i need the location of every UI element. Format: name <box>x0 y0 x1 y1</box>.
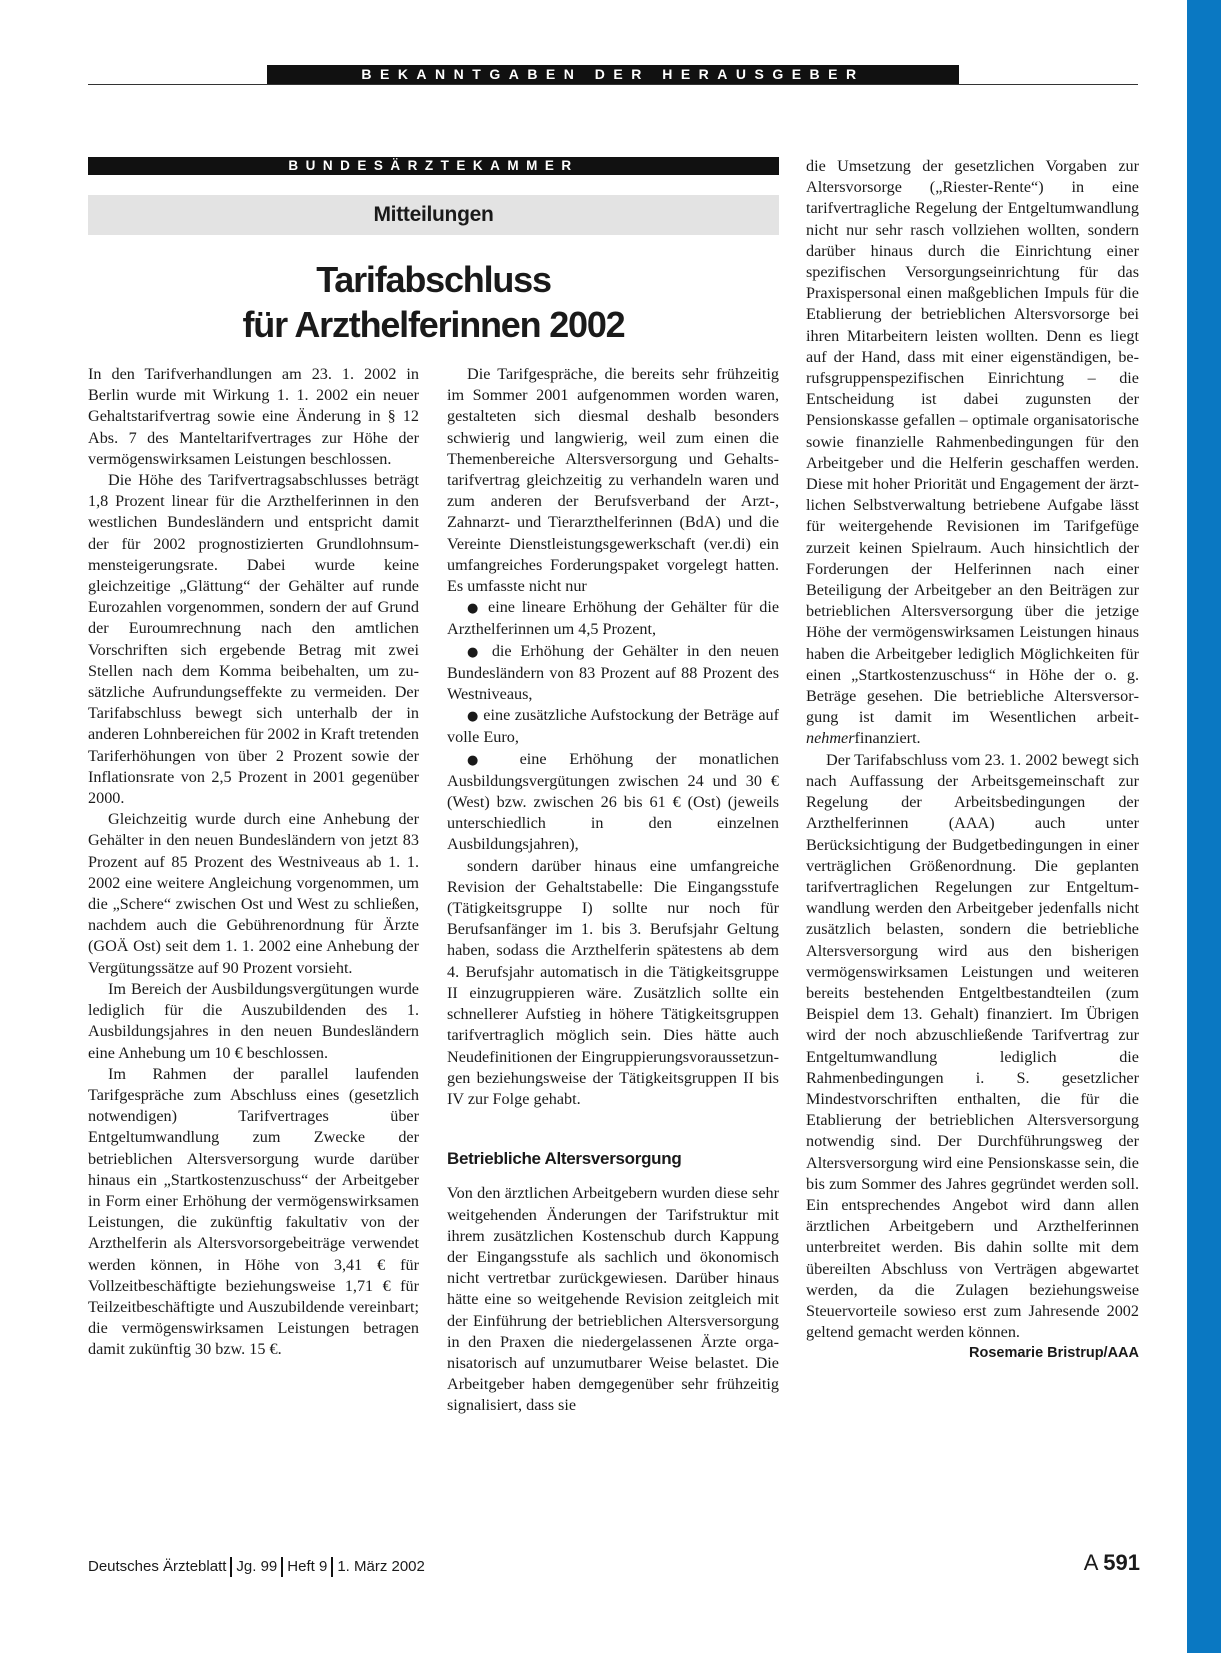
bullet-icon: ● <box>467 644 484 660</box>
paragraph: Im Bereich der Ausbildungsvergütungen wurde lediglich für die Auszubildenden des 1. Ausbildungsjahres in den neuen Bundesländern eine Anhebung um 10 € beschlossen. <box>88 979 419 1062</box>
bullet-icon: ● <box>467 601 482 617</box>
section-header: BEKANNTGABEN DER HERAUSGEBER <box>267 65 959 84</box>
bullet-icon: ● <box>467 709 479 725</box>
article-column-1 <box>88 364 419 1361</box>
footer-divider <box>230 1557 232 1577</box>
rubric-label: Mitteilungen <box>88 195 779 235</box>
paragraph: die Umsetzung der gesetzlichen Vorgaben zur Altersvorsorge („Riester-Rente“) in eine tarifvertragliche Regelung der Entgeltumwandlung nicht nur sehr rasch vollziehen wollten, sondern darüber hinaus durch die Einrichtung einer spezifischen Versorgungseinrichtung für das Praxispersonal einen maßgeblichen Impuls für die Etablierung der betrieblichen Altersvorsorge bei ihren Mitarbeitern leisten wollten. Denn es liegt auf der Hand, dass mit einer eigenständigen, berufsgruppenspezifischen Einrichtung – die Entscheidung ist dabei zugunsten der Pensionskasse gefallen – optimale organisatorische sowie finanzielle Rahmenbedingungen für den Arbeitgeber und die Helferin geschaffen werden. Diese mit hoher Priorität und Engagement der ärztlichen Selbstverwaltung betriebene Aufgabe lässt für weitergehende Revisionen im Tarifgefüge zurzeit keinen Spielraum. Auch hinsichtlich der Forderungen der Helferinnen nach einer Beteiligung der Arbeitgeber an den Beiträgen zur betrieblichen Altersversorgung über die jetzige Höhe der vermögenswirksamen Leistungen hinaus haben die Arbeitgeber lediglich Möglichkeiten für einen „Startkostenzuschuss“ in Höhe der o. g. Beträge gesehen. Die betriebliche Altersversorgung ist damit im Wesentlichen arbeitnehmerfinanziert. <box>806 157 1139 748</box>
paragraph: Die Höhe des Tarifvertragsabschlusses beträgt 1,8 Prozent linear für die Arzthelferinnen in den westlichen Bundesländern und entspricht damit der für 2002 prognostizierten Grundlohnsummensteigerungsrate. Dabei wurde keine gleichzeitige „Glättung“ der Gehälter auf runde Eurozahlen vorgenommen, sondern der auf Grund der Euroumrechnung nach den amtlichen Vorschriften sich ergebende Betrag mit zwei Stellen nach dem Komma beibehalten, um zusätzliche Aufrundungseffekte zu vermeiden. Der Tarifabschluss bewegt sich unterhalb der in anderen Lohnbereichen für 2002 in Kraft tretenden Tariferhöhungen von über 2 Prozent sowie der Inflationsrate von 2,5 Prozent in 2001 gegenüber 2000. <box>88 471 419 808</box>
paragraph: In den Tarifverhandlungen am 23. 1. 2002 in Berlin wurde mit Wirkung 1. 1. 2002 ein neuer Gehaltstarifvertrag sowie eine Änderung in § 12 Abs. 7 des Manteltarifvertrages zur Höhe der vermögenswirksamen Leistungen beschlossen. <box>88 365 419 468</box>
footer-divider <box>331 1557 333 1577</box>
journal-volume: Jg. 99 <box>236 1558 278 1575</box>
bullet-item <box>447 597 779 640</box>
header-rule <box>88 84 1138 85</box>
journal-issue: Heft 9 <box>287 1558 328 1575</box>
section-subheading: Betriebliche Altersversorgung <box>447 1149 682 1169</box>
title-line-1: Tarifabschluss <box>316 259 551 300</box>
organization-bar: BUNDESÄRZTEKAMMER <box>88 157 779 175</box>
title-line-2: für Arzthelferinnen 2002 <box>242 304 625 345</box>
page-footer <box>88 1550 1140 1580</box>
bullet-text: eine Erhöhung der monatlichen Ausbildungsvergütungen zwischen 24 und 30 € (West) bzw. zwischen 26 bis 61 € (Ost) (jeweils unterschiedlich in den einzelnen Ausbildungsjahren), <box>447 749 780 854</box>
paragraph: Im Rahmen der parallel laufenden Tarifgespräche zum Abschluss eines (gesetzlich notwendigen) Tarifvertrages über Entgeltumwandlung zum Zwecke der betrieblichen Altersversorgung wurde darüber hinaus ein „Startkostenzuschuss“ der Arbeitgeber in Form einer Erhöhung der vermögenswirksamen Leistungen, die zukünftig fakultativ von der Arzthelferin als Altersvorsorgebeiträge verwendet werden können, in Höhe von 3,41 € für Vollzeitbeschäftigte beziehungsweise 1,71 € für Teilzeitbeschäftigte und Auszubildende vereinbart; die vermögenswirksamen Leistungen betragen damit zukünftig 30 bzw. 15 €. <box>88 1064 419 1359</box>
bullet-text: eine zusätzliche Aufstockung der Beträge auf volle Euro, <box>447 706 780 747</box>
article-title <box>88 257 779 347</box>
footer-divider <box>281 1557 283 1577</box>
page-number: A 591 <box>1083 1550 1140 1575</box>
paragraph: Gleichzeitig wurde durch eine Anhebung der Gehälter in den neuen Bundesländern von jetzt 83 Prozent auf 85 Prozent des Westniveaus ab 1. 1. 2002 eine weitere Angleichung vorgenommen, um die „Schere“ zwischen Ost und West zu schließen, nachdem auch die Gebührenordnung für Ärzte (GOÄ Ost) seit dem 1. 1. 2002 eine Anhebung der Vergütungssätze auf 90 Prozent vorsieht. <box>88 810 419 977</box>
bullet-text: die Erhöhung der Gehälter in den neuen Bundesländern von 83 Prozent auf 88 Prozent des Westniveaus, <box>447 641 780 704</box>
bullet-item <box>447 749 779 856</box>
bullet-item <box>447 641 779 706</box>
article-column-3 <box>806 156 1139 1365</box>
side-color-bar <box>1187 0 1221 1653</box>
paragraph: Von den ärztlichen Arbeitgebern wurden diese sehr weitgehenden Änderungen der Tarifstruktur mit ihrem zusätzlichen Kostenschub durch Kappung der Eingangsstufe als sachlich und ökonomisch nicht vertretbar zurückgewiesen. Darüber hinaus hätte eine so weitgehende Revision zeitgleich mit der Einführung der betrieblichen Altersversorgung in den Praxen die niedergelassenen Ärzte organisatorisch auf unzumutbarer Weise belastet. Die Arbeitgeber haben demgegenüber sehr frühzeitig signalisiert, dass sie <box>447 1184 779 1415</box>
paragraph: Die Tarifgespräche, die bereits sehr frühzeitig im Sommer 2001 aufgenommen worden waren, gestalteten sich diesmal deshalb besonders schwierig und langwierig, weil zum einen die Themenbereiche Altersversorgung und Gehaltstarifvertrag gleichzeitig zu verhandeln waren und zum anderen der Berufsverband der Arzt-, Zahnarzt- und Tierarzthelferinnen (BdA) und die Vereinte Dienstleistungsgewerkschaft (ver.di) ein umfangreiches Forderungspaket vorgelegt hatten. Es umfasste nicht nur <box>447 365 779 596</box>
issue-date: 1. März 2002 <box>337 1558 425 1575</box>
author-signature: Rosemarie Bristrup/AAA <box>968 1345 1139 1362</box>
bullet-item <box>447 705 779 748</box>
bullet-text: eine lineare Erhöhung der Gehälter für die Arzthelferinnen um 4,5 Prozent, <box>447 598 780 639</box>
bullet-icon: ● <box>467 752 497 768</box>
paragraph: Der Tarifabschluss vom 23. 1. 2002 bewegt sich nach Auffassung der Arbeitsgemeinschaft zur Regelung der Arbeitsbedingungen der Arzthelferinnen (AAA) auch unter Berücksichtigung der Budgetbedingungen in einer verträglichen Größenordnung. Die geplanten tarifvertraglichen Regelungen zur Entgeltumwandlung werden den Arbeitgeber jedenfalls nicht zusätzlich belasten, sondern die betriebliche Altersversorgung wird aus den bisherigen vermögenswirksamen Leistungen und weiteren bereits bestehenden Entgeltbestandteilen (zum Beispiel dem 13. Gehalt) finanziert. Im Übrigen wird der noch abzuschließende Tarifvertrag zur Entgeltumwandlung lediglich die Rahmenbedingungen i. S. gesetzlicher Mindestvorschriften enthalten, die für die Etablierung der betrieblichen Altersversorgung notwendig sind. Der Durchführungsweg der Altersversorgung wird eine Pensionskasse sein, die bis zum Sommer des Jahres gegründet werden soll. Ein entsprechendes Angebot wird dann allen ärztlichen Arbeitgebern und Arzthelferinnen unterbreitet werden. Bis dahin sollte mit dem übereilten Abschluss von Verträgen abgewartet werden, da die Zulagen beziehungsweise Steuervorteile sowieso erst zum Jahresende 2002 geltend gemacht werden können. Rosemarie Bristrup/AAA <box>806 750 1139 1344</box>
paragraph: sondern darüber hinaus eine umfangreiche Revision der Gehaltstabelle: Die Eingangsstufe (Tätigkeitsgruppe I) sollte nur noch für Berufsanfänger im 1. bis 3. Berufsjahr Geltung haben, sodass die Arzthelferin spätestens ab dem 4. Berufsjahr automatisch in die Tätigkeitsgruppe II einzugruppieren wäre. Zusätzlich sollte ein schnellerer Aufstieg in höhere Tätigkeitsgruppen tarifvertraglich möglich sein. Dies hätte auch Neudefinitionen der Eingruppierungsvoraussetzungen beziehungsweise der Tätigkeitsgruppen II bis IV zur Folge gehabt. <box>447 856 779 1108</box>
journal-name: Deutsches Ärzteblatt <box>88 1558 227 1575</box>
article-column-2 <box>447 364 779 1417</box>
